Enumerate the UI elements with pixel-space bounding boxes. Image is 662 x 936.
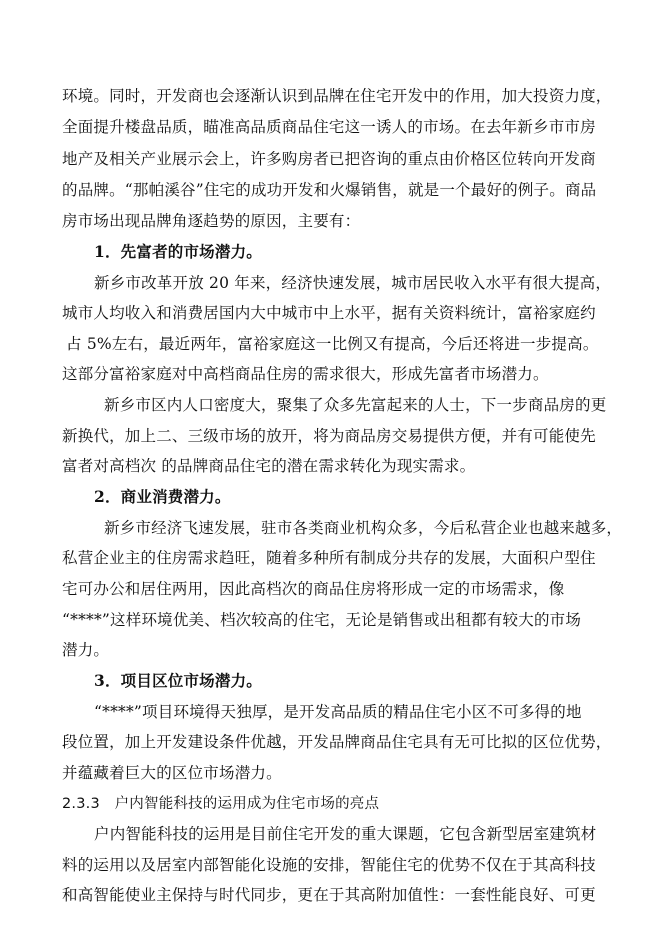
text-line: 房市场出现品牌角逐趋势的原因，主要有： bbox=[62, 212, 361, 230]
text-line: 全面提升楼盘品质，瞄准高品质商品住宅这一诱人的市场。在去年新乡市市房 bbox=[62, 118, 596, 136]
text-line: 宅可办公和居住两用，因此高档次的商品住房将形成一定的市场需求，像 bbox=[62, 580, 565, 598]
text-line: 户内智能科技的运用是目前住宅开发的重大课题，它包含新型居室建筑材 bbox=[94, 825, 597, 843]
text-line: 新乡市改革开放 20 年来，经济快速发展，城市居民收入水平有很大提高， bbox=[94, 274, 612, 292]
text-line: 新换代，加上二、三级市场的放开，将为商品房交易提供方便，并有可能使先 bbox=[62, 427, 596, 445]
text-line: 城市人均收入和消费居国内大中城市中上水平，据有关资料统计，富裕家庭约 bbox=[62, 304, 596, 322]
text-line: 潜力。 bbox=[62, 641, 110, 659]
text-line: 的品牌。“那帕溪谷”住宅的成功开发和火爆销售，就是一个最好的例子。商品 bbox=[62, 181, 597, 199]
text-line: 私营企业主的住房需求趋旺，随着多种所有制成分共存的发展，大面积户型住 bbox=[62, 549, 596, 567]
text-line: 占 5%左右，最近两年，富裕家庭这一比例又有提高，今后还将进一步提高。 bbox=[66, 335, 599, 353]
text-line: 并蕴藏着巨大的区位市场潜力。 bbox=[62, 764, 282, 782]
text-line: 新乡市经济飞速发展，驻市各类商业机构众多，今后私营企业也越来越多， bbox=[104, 519, 623, 537]
section-heading: 3．项目区位市场潜力。 bbox=[94, 671, 262, 690]
text-line: 段位置，加上开发建设条件优越，开发品牌商品住宅具有无可比拟的区位优势， bbox=[62, 733, 612, 751]
section-heading: 1．先富者的市场潜力。 bbox=[94, 242, 262, 261]
subsection-heading: 2.3.3 户内智能科技的运用成为住宅市场的亮点 bbox=[62, 796, 380, 812]
text-line: 这部分富裕家庭对中高档商品住房的需求很大，形成先富者市场潜力。 bbox=[62, 365, 549, 383]
text-line: 环境。同时，开发商也会逐渐认识到品牌在住宅开发中的作用，加大投资力度， bbox=[62, 87, 612, 105]
text-line: 新乡市区内人口密度大，聚集了众多先富起来的人士，下一步商品房的更 bbox=[104, 396, 607, 414]
section-heading: 2．商业消费潜力。 bbox=[94, 487, 231, 506]
text-line: 料的运用以及居室内部智能化设施的安排，智能住宅的优势不仅在于其高科技 bbox=[62, 856, 596, 874]
text-line: “****”这样环境优美、档次较高的住宅，无论是销售或出租都有较大的市场 bbox=[62, 611, 582, 629]
text-line: 和高智能使业主保持与时代同步，更在于其高附加值性：一套性能良好、可更 bbox=[62, 886, 596, 904]
text-line: 富者对高档次 的品牌商品住宅的潜在需求转化为现实需求。 bbox=[62, 457, 476, 475]
text-line: 地产及相关产业展示会上，许多购房者已把咨询的重点由价格区位转向开发商 bbox=[62, 150, 596, 168]
text-line: “****”项目环境得天独厚，是开发高品质的精品住宅小区不可多得的地 bbox=[94, 703, 582, 721]
